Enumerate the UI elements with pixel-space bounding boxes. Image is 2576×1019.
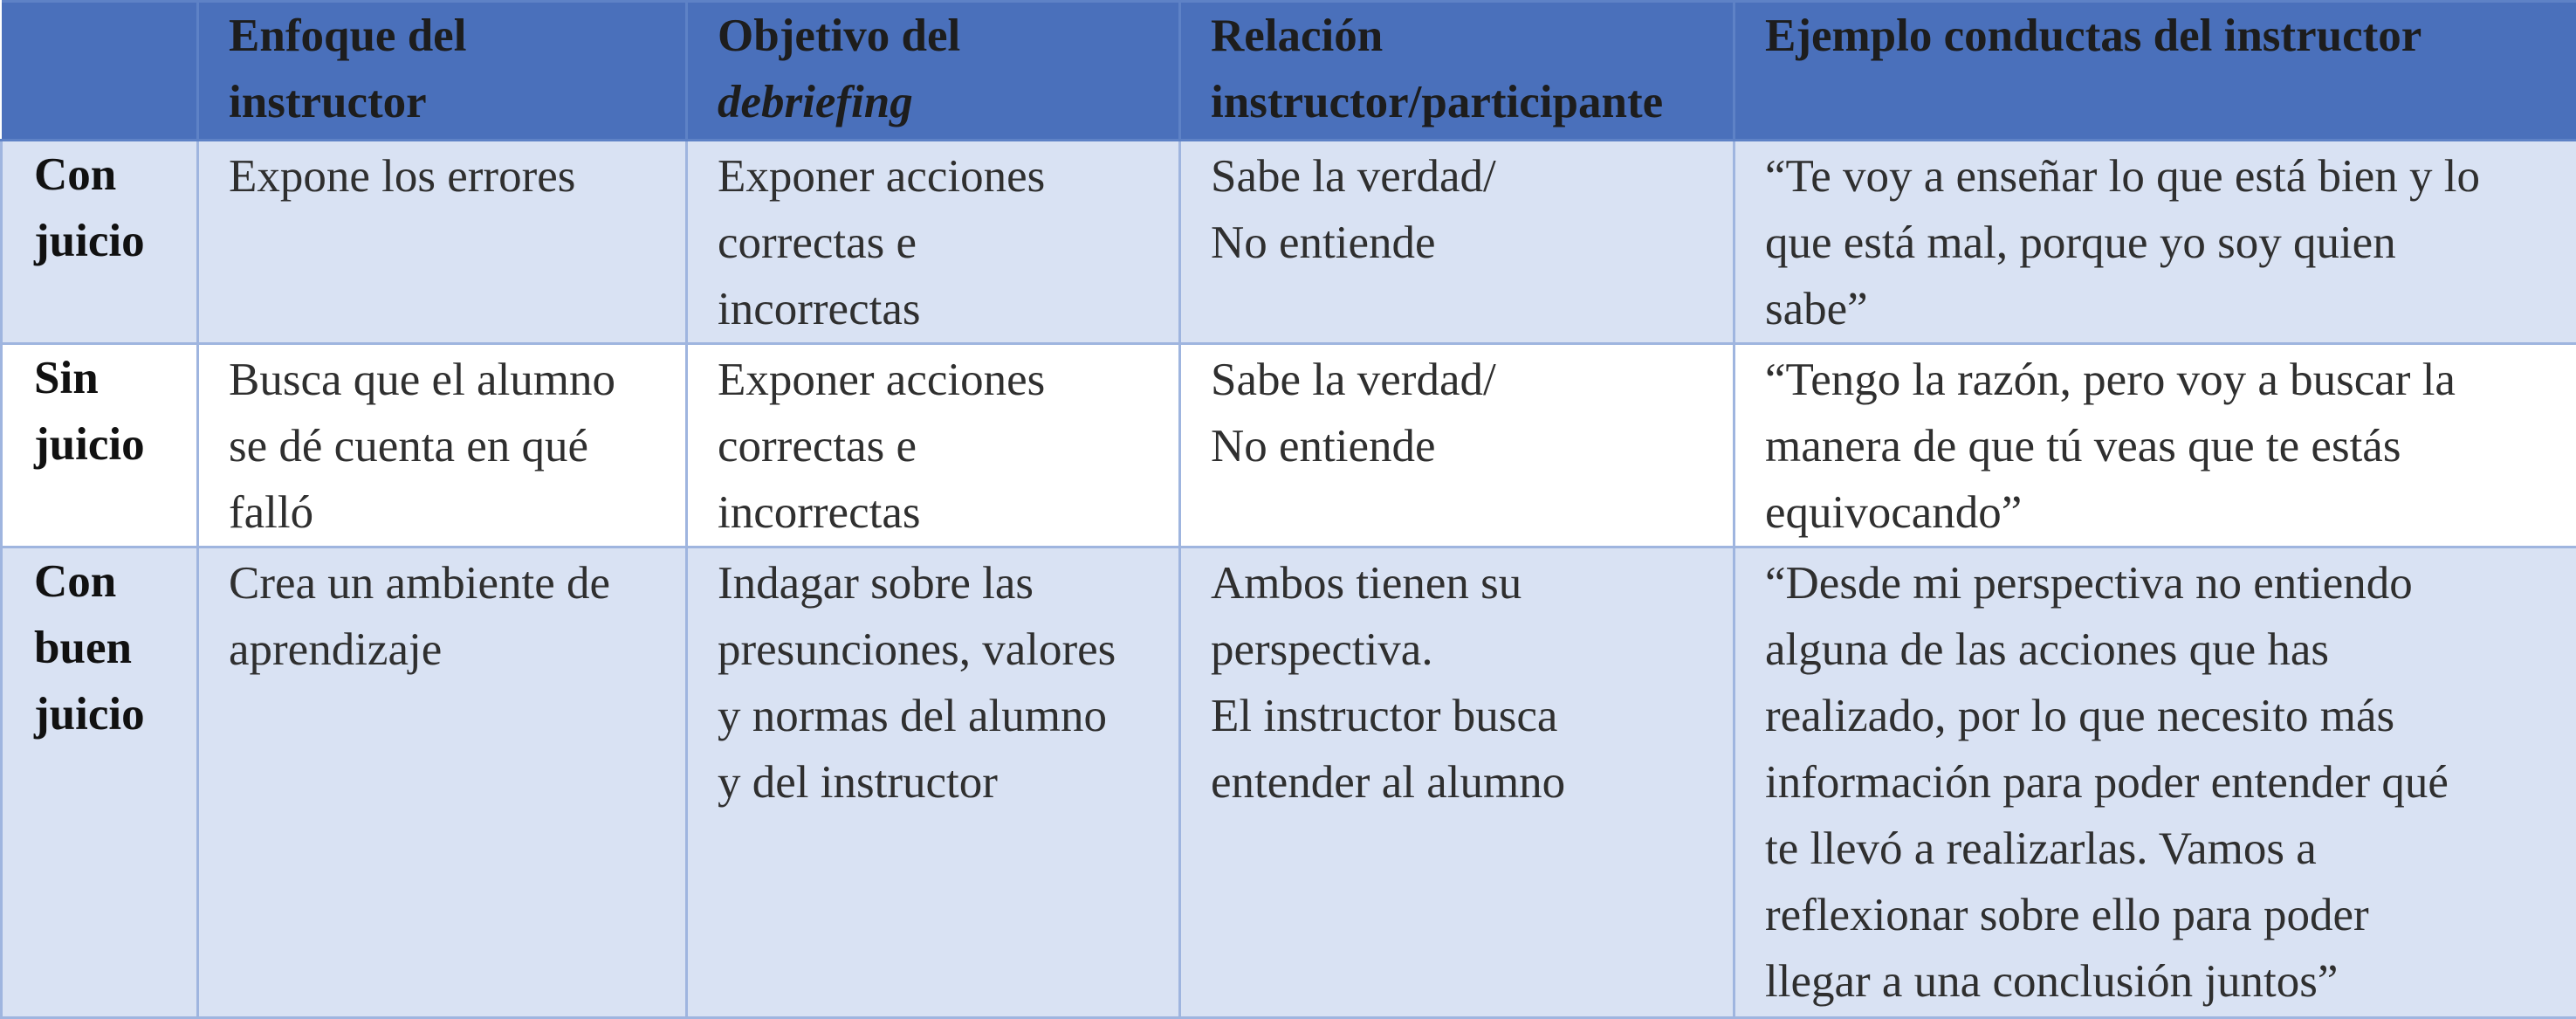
- row-label-line: buen: [34, 615, 188, 681]
- cell-ejemplo: [1735, 344, 2576, 547]
- header-objetivo: [687, 2, 1180, 141]
- header-relacion-line-1: Relación: [1211, 3, 1707, 69]
- cell-line: falló: [229, 479, 659, 546]
- row-label-line: Con: [34, 141, 188, 208]
- cell-line: y normas del alumno: [718, 683, 1152, 749]
- cell-line: correctas e: [718, 413, 1152, 479]
- cell-line: No entiende: [1211, 210, 1707, 276]
- cell-relacion: [1180, 141, 1735, 344]
- cell-line: y del instructor: [718, 749, 1152, 816]
- header-ejemplo: [1735, 2, 2576, 141]
- cell-line: llegar a una conclusión juntos”: [1765, 948, 2550, 1015]
- cell-ejemplo: [1735, 547, 2576, 1018]
- cell-line: información para poder entender qué: [1765, 749, 2550, 816]
- cell-objetivo: [687, 344, 1180, 547]
- header-relacion: [1180, 2, 1735, 141]
- cell-line: sabe”: [1765, 276, 2550, 342]
- cell-line: te llevó a realizarlas. Vamos a: [1765, 816, 2550, 882]
- cell-line: entender al alumno: [1211, 749, 1707, 816]
- cell-line: Sabe la verdad/: [1211, 347, 1707, 413]
- cell-line: manera de que tú veas que te estás: [1765, 413, 2550, 479]
- cell-ejemplo: [1735, 141, 2576, 344]
- cell-line: El instructor busca: [1211, 683, 1707, 749]
- cell-relacion: [1180, 547, 1735, 1018]
- cell-line: No entiende: [1211, 413, 1707, 479]
- cell-line: presunciones, valores: [718, 616, 1152, 683]
- header-enfoque: [198, 2, 687, 141]
- table-row-sin-juicio: [2, 344, 2576, 547]
- cell-line: incorrectas: [718, 276, 1152, 342]
- header-enfoque-line-1: Enfoque del: [229, 3, 659, 69]
- cell-enfoque: [198, 141, 687, 344]
- table-body: [2, 141, 2576, 1018]
- cell-line: Exponer acciones: [718, 347, 1152, 413]
- cell-line: realizado, por lo que necesito más: [1765, 683, 2550, 749]
- header-relacion-line-2: instructor/participante: [1211, 69, 1707, 135]
- header-row: [2, 2, 2576, 141]
- header-corner-cell: [2, 2, 198, 141]
- row-label-line: Sin: [34, 345, 188, 411]
- cell-line: Indagar sobre las: [718, 550, 1152, 616]
- cell-objetivo: [687, 547, 1180, 1018]
- cell-line: se dé cuenta en qué: [229, 413, 659, 479]
- header-objetivo-italic: debriefing: [718, 69, 1152, 135]
- cell-line: Exponer acciones: [718, 143, 1152, 210]
- cell-line: Crea un ambiente de: [229, 550, 659, 616]
- cell-line: “Desde mi perspectiva no entiendo: [1765, 550, 2550, 616]
- row-label-con-buen-juicio: [2, 547, 198, 1018]
- cell-line: equivocando”: [1765, 479, 2550, 546]
- cell-enfoque: [198, 344, 687, 547]
- cell-line: alguna de las acciones que has: [1765, 616, 2550, 683]
- cell-line: “Te voy a enseñar lo que está bien y lo: [1765, 143, 2550, 210]
- row-label-line: juicio: [34, 411, 188, 478]
- row-label-con-juicio: [2, 141, 198, 344]
- cell-line: aprendizaje: [229, 616, 659, 683]
- table-header: [2, 2, 2576, 141]
- cell-enfoque: [198, 547, 687, 1018]
- cell-line: que está mal, porque yo soy quien: [1765, 210, 2550, 276]
- row-label-line: juicio: [34, 681, 188, 747]
- cell-line: Expone los errores: [229, 143, 659, 210]
- row-label-line: juicio: [34, 208, 188, 274]
- cell-line: Ambos tienen su: [1211, 550, 1707, 616]
- row-label-sin-juicio: [2, 344, 198, 547]
- cell-line: incorrectas: [718, 479, 1152, 546]
- table-row-con-juicio: [2, 141, 2576, 344]
- cell-line: Busca que el alumno: [229, 347, 659, 413]
- header-ejemplo-line-1: Ejemplo conductas del instructor: [1765, 3, 2550, 69]
- cell-objetivo: [687, 141, 1180, 344]
- cell-line: “Tengo la razón, pero voy a buscar la: [1765, 347, 2550, 413]
- table-row-con-buen-juicio: [2, 547, 2576, 1018]
- cell-relacion: [1180, 344, 1735, 547]
- cell-line: correctas e: [718, 210, 1152, 276]
- header-objetivo-line-1: Objetivo del: [718, 3, 1152, 69]
- cell-line: Sabe la verdad/: [1211, 143, 1707, 210]
- cell-line: reflexionar sobre ello para poder: [1765, 882, 2550, 948]
- header-enfoque-line-2: instructor: [229, 69, 659, 135]
- cell-line: perspectiva.: [1211, 616, 1707, 683]
- row-label-line: Con: [34, 548, 188, 615]
